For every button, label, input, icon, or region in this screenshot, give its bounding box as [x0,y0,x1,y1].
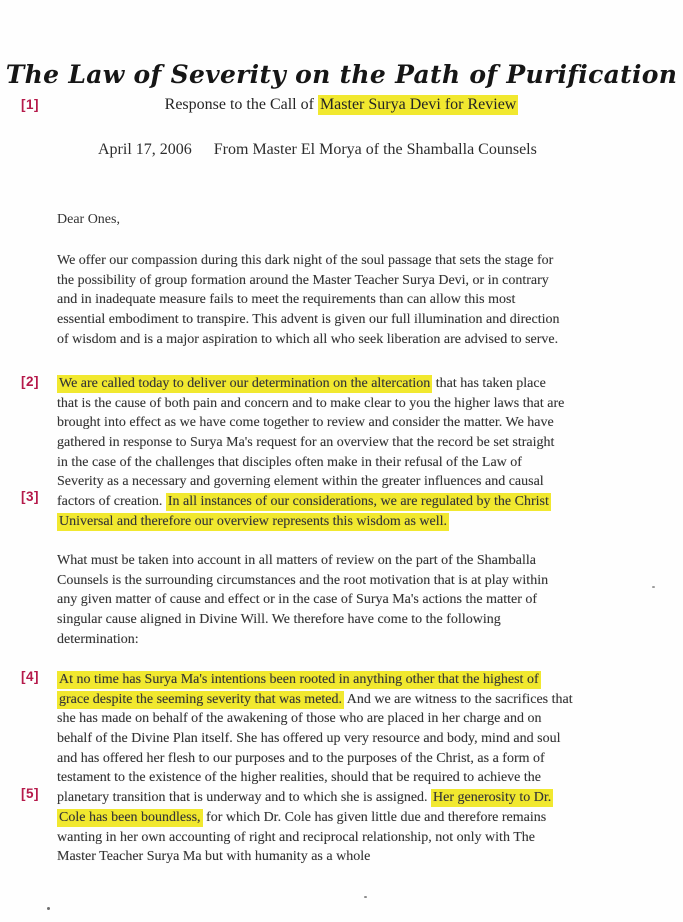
text-line [57,453,657,473]
text-line [57,492,657,512]
highlighted-text: At no time has Surya Ma's intentions been rooted in anything other that the highest of [59,672,539,687]
text-segment: brought into effect as we have come together to review and consider the matter. We have [57,415,554,431]
text-segment: and in inadequate measure fails to meet the requirements than can allow this most [57,292,516,308]
text-line [57,709,657,729]
text-segment: that is the cause of both pain and concern and to make clear to you the higher laws that are [57,395,565,411]
text-segment: behalf of the Divine Plan itself. She has offered up very resource and body, mind and soul [57,731,561,747]
annotation-number: [3] [21,489,39,504]
text-line [57,271,657,291]
text-segment: What must be taken into account in all matters of review on the part of the Shamballa [57,553,536,568]
text-line [57,290,657,310]
text-line [57,690,657,710]
salutation: Dear Ones, [57,212,120,227]
text-segment: in the case of the challenges that disciples often make in their refusal of the Law of [57,454,522,470]
paragraph [57,251,657,349]
paragraph [57,374,657,532]
scan-speck [652,586,655,588]
paragraph [57,670,657,867]
text-line [57,433,657,453]
highlighted-text: We are called today to deliver our determination on the altercation [59,376,431,391]
text-line [57,551,657,571]
text-segment: We offer our compassion during this dark night of the soul passage that sets the stage for [57,253,554,268]
text-line [57,788,657,808]
annotation-number: [5] [21,786,39,801]
scan-speck [47,907,50,910]
text-segment: Severity as a necessary and governing element within the greater influences and causal [57,474,544,490]
text-line [57,330,657,350]
text-line [57,394,657,414]
highlighted-text: Universal and therefore our overview represents this wisdom as well. [59,513,447,529]
highlighted-text: Cole has been boundless, [59,809,201,825]
text-line [57,828,657,848]
text-line [57,808,657,828]
text-segment: essential embodiment to transpire. This advent is given our full illumination and direction [57,312,560,328]
scan-speck [364,896,367,898]
annotation-number: [1] [21,97,39,112]
text-segment: and has offered her flesh to our purposes and to the purposes of the Christ, as a form of [57,750,545,766]
text-segment: testament to the existence of the higher realities, should that be required to achieve the [57,770,541,786]
text-segment: factors of creation. [57,494,166,510]
subtitle [0,96,683,114]
text-line [57,847,657,867]
highlighted-text: Her generosity to Dr. [433,790,552,806]
text-segment: And we are witness to the sacrifices that [344,691,573,707]
text-line [57,729,657,749]
text-line [57,472,657,492]
text-line [57,670,657,690]
text-segment: any given matter of cause and effect or in the case of Surya Ma's actions the matter of [57,592,538,608]
text-segment: that has taken place [432,376,546,391]
text-segment: singular cause aligned in Divine Will. We therefore have come to the following [57,612,501,628]
highlighted-text: In all instances of our considerations, we are regulated by the Christ [167,494,549,510]
text-segment: for which Dr. Cole has given little due and therefore remains [202,809,547,825]
paragraph [57,551,657,649]
annotation-number: [4] [21,669,39,684]
text-line [57,310,657,330]
text-line [57,630,657,650]
author-text: From Master El Morya of the Shamballa Counsels [213,141,537,158]
text-line [57,749,657,769]
text-line [57,251,657,271]
annotation-number: [2] [21,374,39,389]
text-line [57,374,657,394]
date-text: April 17, 2006 [98,141,192,158]
subtitle-highlighted-text: Master Surya Devi for Review [319,96,517,113]
text-segment: Counsels is the surrounding circumstances and the root motivation that is at play within [57,572,549,588]
text-segment: wanting in her own accounting of right and reciprocal relationship, not only with The [57,829,535,845]
text-segment: the possibility of group formation around the Master Teacher Surya Devi, or in contrary [57,272,549,288]
highlighted-text: grace despite the seeming severity that was meted. [59,691,343,707]
text-line [57,571,657,591]
text-line [57,590,657,610]
page-title: The Law of Severity on the Path of Purification [5,60,678,89]
text-segment: Master Teacher Surya Ma but with humanity as a whole [57,849,371,865]
text-line [57,413,657,433]
text-segment: determination: [57,631,139,647]
dateline [98,141,537,159]
text-line [57,610,657,630]
subtitle-text: Response to the Call of [164,96,318,113]
text-segment: gathered in response to Surya Ma's request for an overview that the record be set straight [57,435,555,451]
text-segment: of wisdom and is a major aspiration to which all who seek liberation are advised to serve. [57,331,559,347]
text-line [57,768,657,788]
text-line [57,512,657,532]
text-segment: she has made on behalf of the awakening of those who are placed in her charge and on [57,711,542,727]
text-segment: planetary transition that is underway and to which she is assigned. [57,790,432,806]
